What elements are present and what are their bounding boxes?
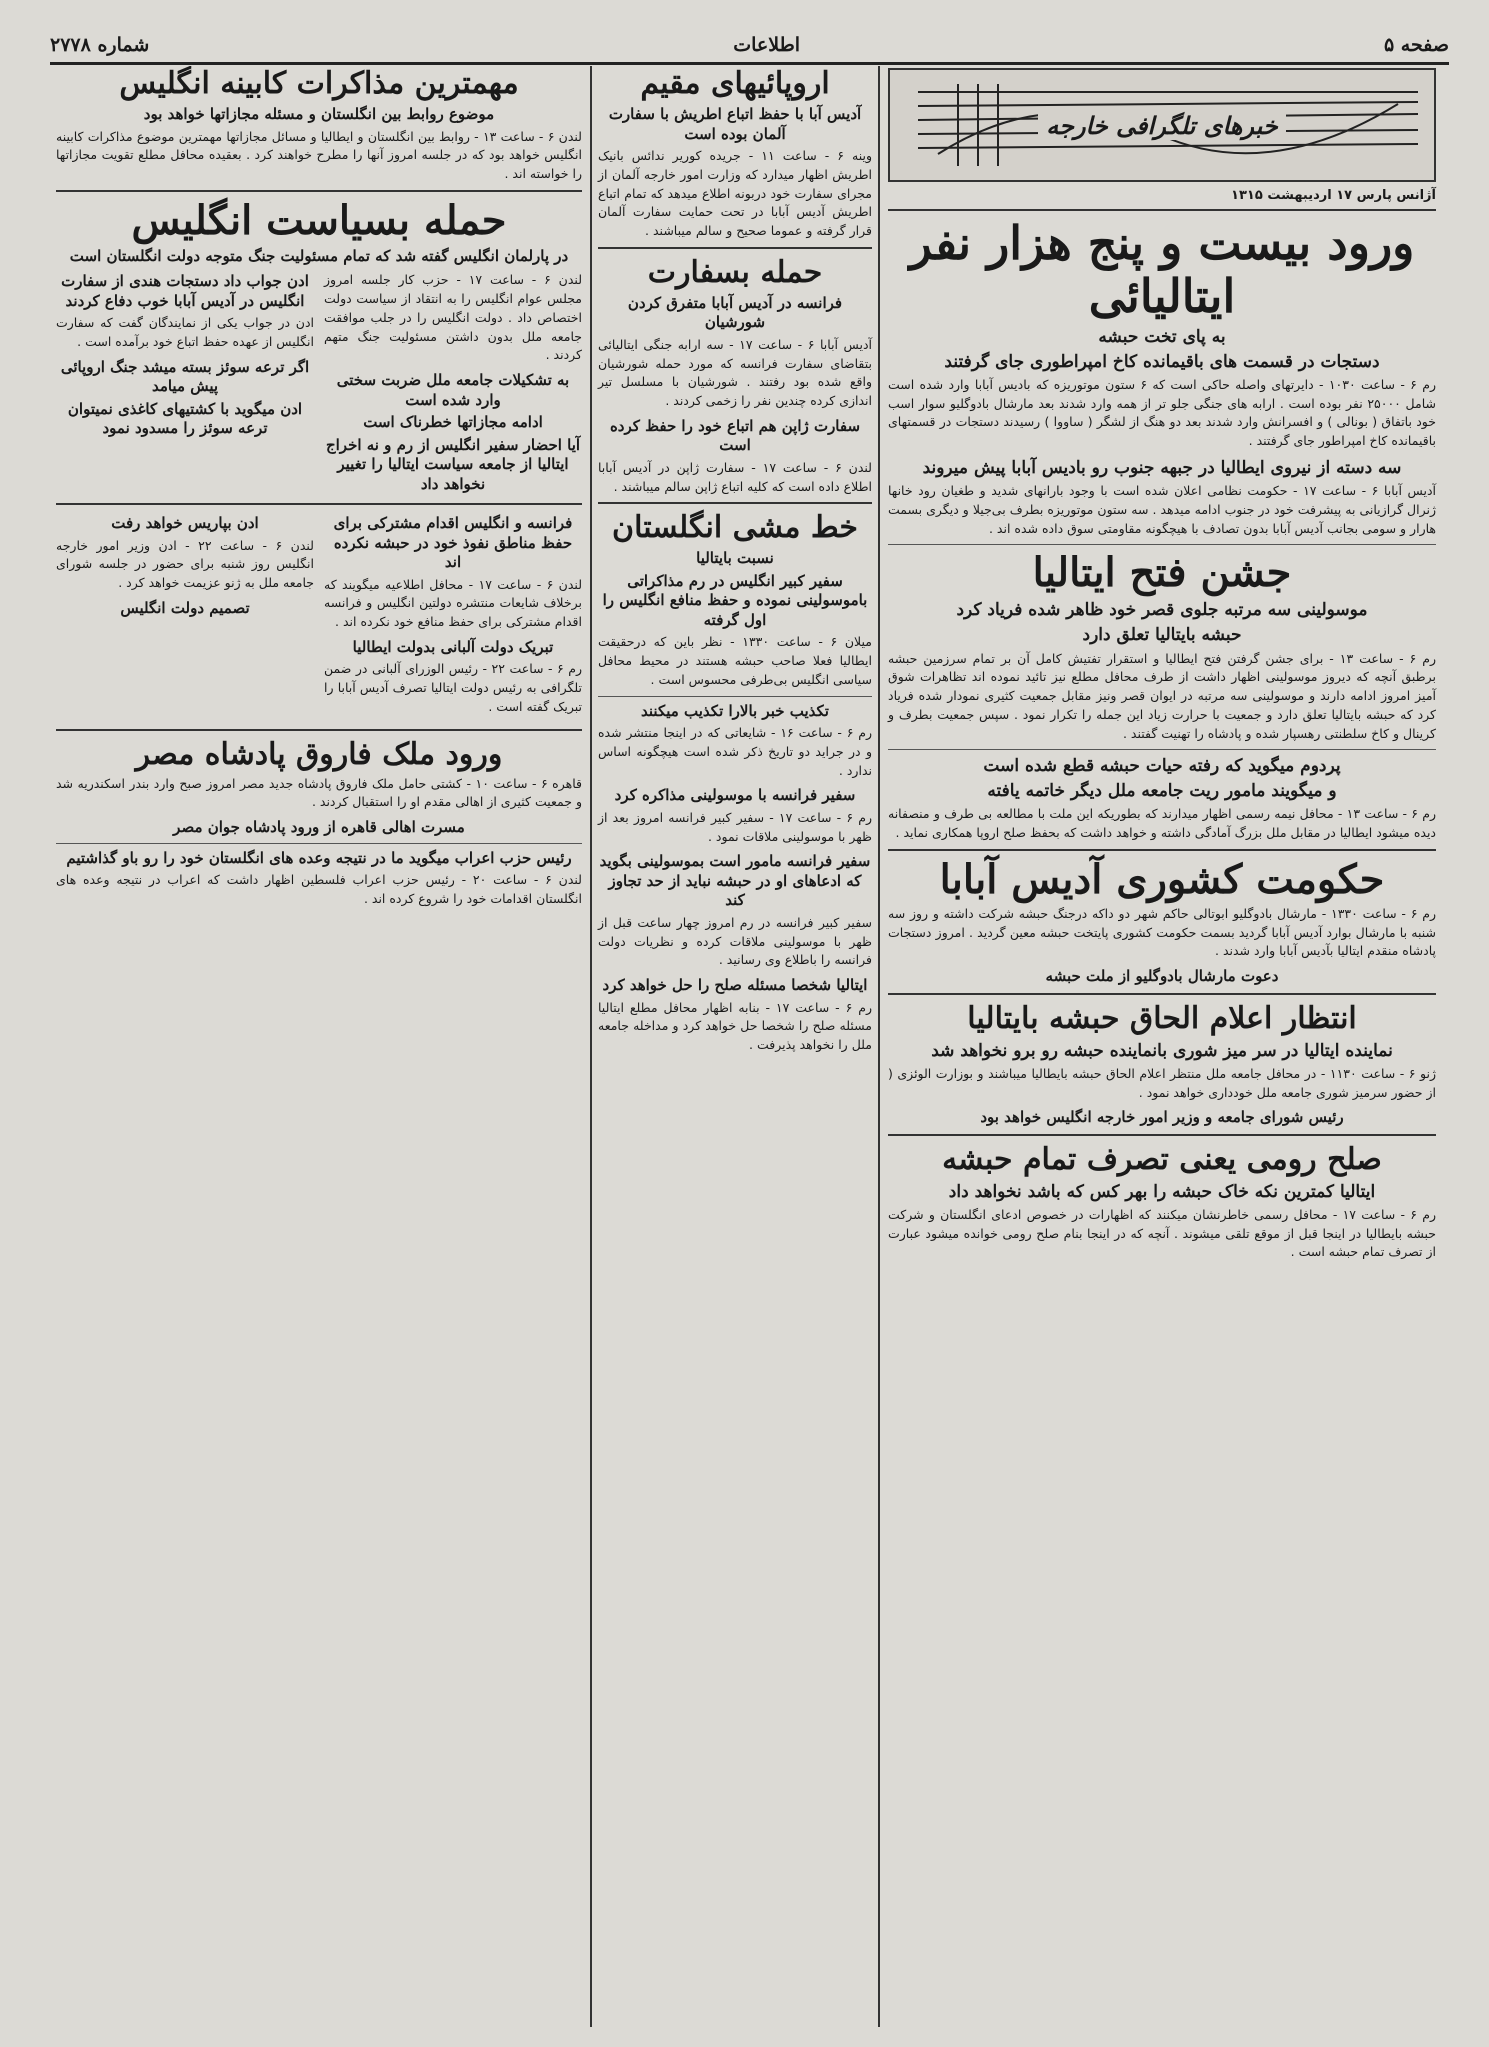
article-body: لندن ۶ - ساعت ۲۲ - ادن وزیر امور خارجه انگلیس روز شنبه برای حضور در جلسه شورای جامعه ملل به ژنو عزیمت خواهد کرد . xyxy=(56,537,314,590)
subhead: ادامه مجازاتها خطرناک است xyxy=(363,413,543,431)
article-body: رم ۶ - ساعت ۱۶ - شایعاتی که در اینجا منتشر شده و در جراید دو تاریخ ذکر شده است هیچگونه اساس ندارد . xyxy=(598,725,872,778)
section-logo-text: خبرهای تلگرافی خارجه xyxy=(1038,111,1286,140)
article-body: لندن ۶ - ساعت ۱۷ - حزب کار جلسه امروز مجلس عوام انگلیس را به انتقاد از سیاست دولت اختصاص داد . دولت انگلیس را در جلب موافقت جامعه ملل بدون داشتن مسئولیت جنگ متهم کردند . xyxy=(324,272,583,363)
divider xyxy=(598,696,872,697)
subhead: آدیس آبا با حفظ اتباع اطریش با سفارت آلمان بوده است xyxy=(608,105,862,143)
subhead: آیا احضار سفیر انگلیس از رم و نه اخراج ایتالیا از جامعه سیاست ایتالیا را تغییر نخواهد داد xyxy=(325,435,581,493)
middle-column xyxy=(590,66,880,2027)
subhead: موسولینی سه مرتبه جلوی قصر خود ظاهر شده فریاد کرد xyxy=(956,600,1368,621)
subhead: ایتالیا کمترین نکه خاک حبشه را بهر کس که باشد نخواهد داد xyxy=(948,1181,1376,1202)
headline-cabinet-talks: مهمترین مذاکرات کابینه انگلیس xyxy=(119,66,519,101)
two-column-block xyxy=(56,511,582,723)
subcolumn xyxy=(56,511,314,723)
article-body: ژنو ۶ - ساعت ۱۱۳۰ - در محافل جامعه ملل منتظر اعلام الحاق حبشه بایطالیا میباشند و بوزارت الوئزی ( از حضور سرمیز شوری جامعه ملل خودداری خواهد نمود . xyxy=(888,1065,1436,1100)
subhead: سفیر کبیر انگلیس در رم مذاکراتی باموسولینی نموده و حفظ منافع انگلیس را اول گرفته xyxy=(602,571,868,629)
headline-resident-europeans: اروپائیهای مقیم xyxy=(640,66,830,101)
subhead: نسبت بایتالیا xyxy=(696,549,774,568)
article-body: آدیس آبابا ۶ - ساعت ۱۷ - حکومت نظامی اعلان شده است با وجود بارانهای شدید و طغیان رود خانها ژنرال گرازیانی به پیشرفت خود در جنوب ادامه میدهد . سه ستون موتوریزه بطرف بی‌جیلا و دیگری بسمت هارار و سومی بجانب آدیس آبابا بدون تصادف با هیچگونه مقاومتی سوق داده شده اند . xyxy=(888,483,1436,536)
article-body: ادن در جواب یکی از نمایندگان گفت که سفارت انگلیس از عهده حفظ اتباع خود برآمده است . xyxy=(56,315,314,349)
article-body: رم ۶ - ساعت ۱۷ - بنابه اظهار محافل مطلع ایتالیا مسئله صلح را شخصا حل خواهد کرد و مداخله جامعه ملل را نخواهد پذیرفت . xyxy=(598,999,872,1052)
headline-england-policy: خط مشی انگلستان xyxy=(612,510,858,546)
subhead: در پارلمان انگلیس گفته شد که تمام مسئولیت جنگ متوجه دولت انگلستان است xyxy=(69,246,569,265)
divider xyxy=(56,843,582,844)
article-body: رم ۶ - ساعت ۱۳۳۰ - مارشال بادوگلیو ابوتالی حاکم شهر دو داکه درجنگ حبشه شرکت داشته و روز سه شنبه با مارشال بوارد آدیس آبابا گردید بسمت حکومت کشوری پایتخت حبشه معین گردید . امروز دستجات پادشاه منقدم ایتالیا بآدیس آبابا وارد شدند . xyxy=(888,905,1436,959)
subhead: حبشه بایتالیا تعلق دارد xyxy=(1082,625,1242,646)
section-logo xyxy=(888,68,1436,182)
issue-number: شماره ۲۷۷۸ xyxy=(50,34,150,56)
masthead xyxy=(50,28,1449,65)
subcolumn xyxy=(324,511,582,723)
divider xyxy=(888,544,1436,545)
paper-name: اطلاعات xyxy=(733,34,801,56)
subhead: موضوع روابط بین انگلستان و مسئله مجازاتها خواهد بود xyxy=(143,105,495,123)
article-body: رم ۶ - ساعت ۱۷ - سفیر کبیر فرانسه امروز بعد از ظهر با موسولینی ملاقات نمود . xyxy=(598,809,872,844)
headline-albania: تبریک دولت آلبانی بدولت ایطالیا xyxy=(352,637,554,656)
divider xyxy=(56,503,582,505)
article-body: آدیس آبابا ۶ - ساعت ۱۷ - سه ارابه جنگی ایتالیائی بتقاضای سفارت فرانسه که مورد حمله شورشیان واقع شده بود رفتند . شورشیان با مسلسل تیر اندازی کرده چندین نفر را زخمی کردند . xyxy=(598,336,873,408)
subhead: مسرت اهالی قاهره از ورود پادشاه جوان مصر xyxy=(173,818,465,836)
article-body: لندن ۶ - ساعت ۱۳ - روابط بین انگلستان و ایطالیا و مسائل مجازاتها مهمترین موضوع مذاکرات کابینه انگلیس خواهد بود که در جلسه امروز آنها را مطرح خواهند کرد . بعقیده محافل مطلع تقویت مجازاتها را خواسته اند . xyxy=(56,128,582,181)
divider xyxy=(598,247,872,249)
headline-ethiopia-life: پردوم میگوید که رفته حیات حبشه قطع شده است xyxy=(983,756,1341,777)
left-column xyxy=(50,66,588,2027)
subhead: دعوت مارشال بادوگلیو از ملت حبشه xyxy=(1045,967,1279,986)
article-body: میلان ۶ - ساعت ۱۳۳۰ - نظر باین که درحقیقت ایطالیا فعلا صاحب حبشه هستند در محیط محافل سیاسی انگلیس بی‌طرفی محسوس است . xyxy=(598,634,872,687)
subhead: سفارت ژاپن هم اتباع خود را حفظ کرده است xyxy=(609,416,861,455)
headline-embassy-attack: حمله بسفارت xyxy=(647,254,823,290)
divider xyxy=(56,729,582,731)
headline-denial: تکذیب خبر بالارا تکذیب میکنند xyxy=(641,701,829,720)
headline-italy-peace: ایتالیا شخصا مسئله صلح را حل خواهد کرد xyxy=(602,976,868,994)
article-body: لندن ۶ - ساعت ۱۷ - محافل اطلاعیه میگویند که برخلاف شایعات منتشره دولتین انگلیس و فرانسه اقدام مشترکی برای حفظ منافع خود نکرده اند . xyxy=(324,576,583,629)
page-number: صفحه ۵ xyxy=(1383,34,1449,56)
subhead: ادن جواب داد دستجات هندی از سفارت انگلیس در آدیس آبابا خوب دفاع کردند xyxy=(61,272,309,310)
article-body: رم ۶ - ساعت ۱۳ - برای جشن گرفتن فتح ایطالیا و استقرار تفتیش کامل آن بر تمام سرزمین حبشه برطبق آنچه که دیروز موسولینی اظهار داشت از طرف محافل مطلع نیز تائید نموده اند تظاهرات شوق آمیز امروز ادامه دارند و موسولینی سه مرتبه در ایوان قصر ونیز مقابل جمعیت کثیری نمودار شده فریاد کرد که حبشه بایتالیا تعلق دارد و جمعیت با حرارت زیاد این جمله را تکرار نمود . سپس جمعیت بطرف و کرینال و کاخ سلطنتی رهسپار شده و پادشاه را تهنیت گفتند . xyxy=(888,650,1436,741)
subhead: به تشکیلات جامعه ملل ضربت سختی وارد شده است xyxy=(336,371,570,409)
agency-line: آژانس پارس ۱۷ اردیبهشت ۱۳۱۵ xyxy=(1231,188,1436,203)
article-body: رم ۶ - ساعت ۲۲ - رئیس الوزرای آلبانی در ضمن تلگرافی به رئیس دولت ایتالیا تصرف آدیس آبابا را تبریک گفته است . xyxy=(324,661,582,714)
subhead: نماینده ایتالیا در سر میز شوری بانماینده حبشه رو برو نخواهد شد xyxy=(931,1040,1393,1061)
divider xyxy=(598,502,872,504)
article-body: قاهره ۶ - ساعت ۱۰ - کشتی حامل ملک فاروق پادشاه جدید مصر امروز صبح وارد بندر اسکندریه شد و جمعیت کثیری از اهالی مقدم او را استقبال کردند . xyxy=(56,775,583,810)
article-body: رم ۶ - ساعت ۱۳ - محافل نیمه رسمی اظهار میدارند که بطوریکه این ملت با مطالعه بی طرف و منصفانه دیده میشود ایطالیا در مقابل ملل بزرگ آمادگی داشته و خواهد داشت که بحفظ صلح اروپا همکاری نماید . xyxy=(888,806,1437,841)
divider xyxy=(888,849,1436,851)
subhead: ادن میگوید با کشتیهای کاغذی نمیتوان ترعه سوئز را مسدود نمود xyxy=(67,399,303,438)
headline-french-ambassador: سفیر فرانسه با موسولینی مذاکره کرد xyxy=(614,786,856,805)
two-column-block xyxy=(56,269,582,497)
subhead: تصمیم دولت انگلیس xyxy=(120,598,250,617)
article-body: رم ۶ - ساعت ۱۰۳۰ - دایرتهای واصله حاکی است که ۶ ستون موتوریزه که بادیس آبابا وارد شده است شامل ۲۵۰۰۰ نفر بوده است . ارابه های جنگی جلو تر از همه وارد شدند بعد مارشال بادوگلیو سوار اسب خود باتفاق ( بونالی ) و افسرانش وارد شدند بعد دو هنگ از لشگر ( ساووا ) رسیدند دستجات در قسمتهای باقیمانده کاخ امپراطور جای گرفتند . xyxy=(888,376,1436,449)
subcolumn xyxy=(56,269,314,497)
article-body: وینه ۶ - ساعت ۱۱ - جریده کوریر ندائس بانیک اطریش اظهار میدارد که وزارت امور خارجه آلمان از مجرای سفارت خود دربونه اطلاع میدهد که تمام اتباع اطریش آدیس آبابا در تحت حمایت سفارت آلمان قرار گرفته و عموما صحیح و سالم میباشند . xyxy=(598,148,872,238)
subhead: به پای تخت حبشه xyxy=(1098,326,1226,347)
article-body: سفیر کبیر فرانسه در رم امروز چهار ساعت قبل از ظهر با موسولینی ملاقات کرده و نظریات دولت فرانسه را باطلاع وی رسانید . xyxy=(598,914,872,968)
subhead: دستجات در قسمت های باقیمانده کاخ امپراطوری جای گرفتند xyxy=(944,351,1380,372)
headline-roman-peace: صلح رومی یعنی تصرف تمام حبشه xyxy=(942,1141,1382,1177)
subhead: اگر ترعه سوئز بسته میشد جنگ اروپائی پیش میامد xyxy=(60,357,310,396)
headline-joint-action: فرانسه و انگلیس اقدام مشترکی برای حفظ مناطق نفوذ خود در حبشه نکرده اند xyxy=(333,514,573,571)
headline-annexation: انتظار اعلام الحاق حبشه بایتالیا xyxy=(967,1000,1357,1036)
divider xyxy=(888,749,1436,750)
article-body: لندن ۶ - ساعت ۲۰ - رئیس حزب اعراب فلسطین اظهار داشت که اعراب در نتیجه وعده های انگلستان اقدامات خود را شروع کرده اند . xyxy=(56,872,582,906)
divider xyxy=(888,209,1436,211)
subhead: و میگویند مامور ریت جامعه ملل دیگر خاتمه یافته xyxy=(987,781,1337,802)
divider xyxy=(888,1134,1436,1136)
article-body: لندن ۶ - ساعت ۱۷ - سفارت ژاپن در آدیس آبابا اطلاع داده است که کلیه اتباع ژاپن سالم میباشند . xyxy=(598,459,872,494)
right-column xyxy=(882,66,1442,2027)
headline-arab-party: رئیس حزب اعراب میگوید ما در نتیجه وعده های انگلستان خود را رو باو گذاشتیم xyxy=(66,848,572,867)
headline-italian-arrival: ورود بیست و پنج هزار نفر ایتالیائی xyxy=(909,216,1415,323)
headline-ambassador-mission: سفیر فرانسه مامور است بموسولینی بگوید که ادعاهای او در حبشه نباید از حد تجاوز کند xyxy=(599,852,871,910)
headline-three-columns: سه دسته از نیروی ایطالیا در جبهه جنوب رو بادیس آبابا پیش میروند xyxy=(922,457,1402,478)
headline-italy-victory: جشن فتح ایتالیا xyxy=(1032,549,1292,597)
headline-addis-government: حکومت کشوری آدیس آبابا xyxy=(939,855,1385,903)
divider xyxy=(888,993,1436,995)
subhead: رئیس شورای جامعه و وزیر امور خارجه انگلیس خواهد بود xyxy=(980,1108,1344,1127)
headline-attack-policy: حمله بسیاست انگلیس xyxy=(131,196,507,244)
article-body: رم ۶ - ساعت ۱۷ - محافل رسمی خاطرنشان میکنند که اظهارات در خصوص ادعای انگلستان و شرکت حبشه بایطالیا در اینجا قبل از موقع تلقی میشوند . آنچه که در اینجا بنام صلح رومی خوانده میشود عبارت از تصرف تمام حبشه است . xyxy=(888,1206,1436,1260)
headline-king-farouk: ورود ملک فاروق پادشاه مصر xyxy=(135,736,503,772)
subhead: فرانسه در آدیس آبابا متفرق کردن شورشیان xyxy=(627,293,843,332)
subcolumn xyxy=(324,269,582,497)
divider xyxy=(56,190,582,192)
headline-eden-paris: ادن بپاریس خواهد رفت xyxy=(111,514,259,532)
